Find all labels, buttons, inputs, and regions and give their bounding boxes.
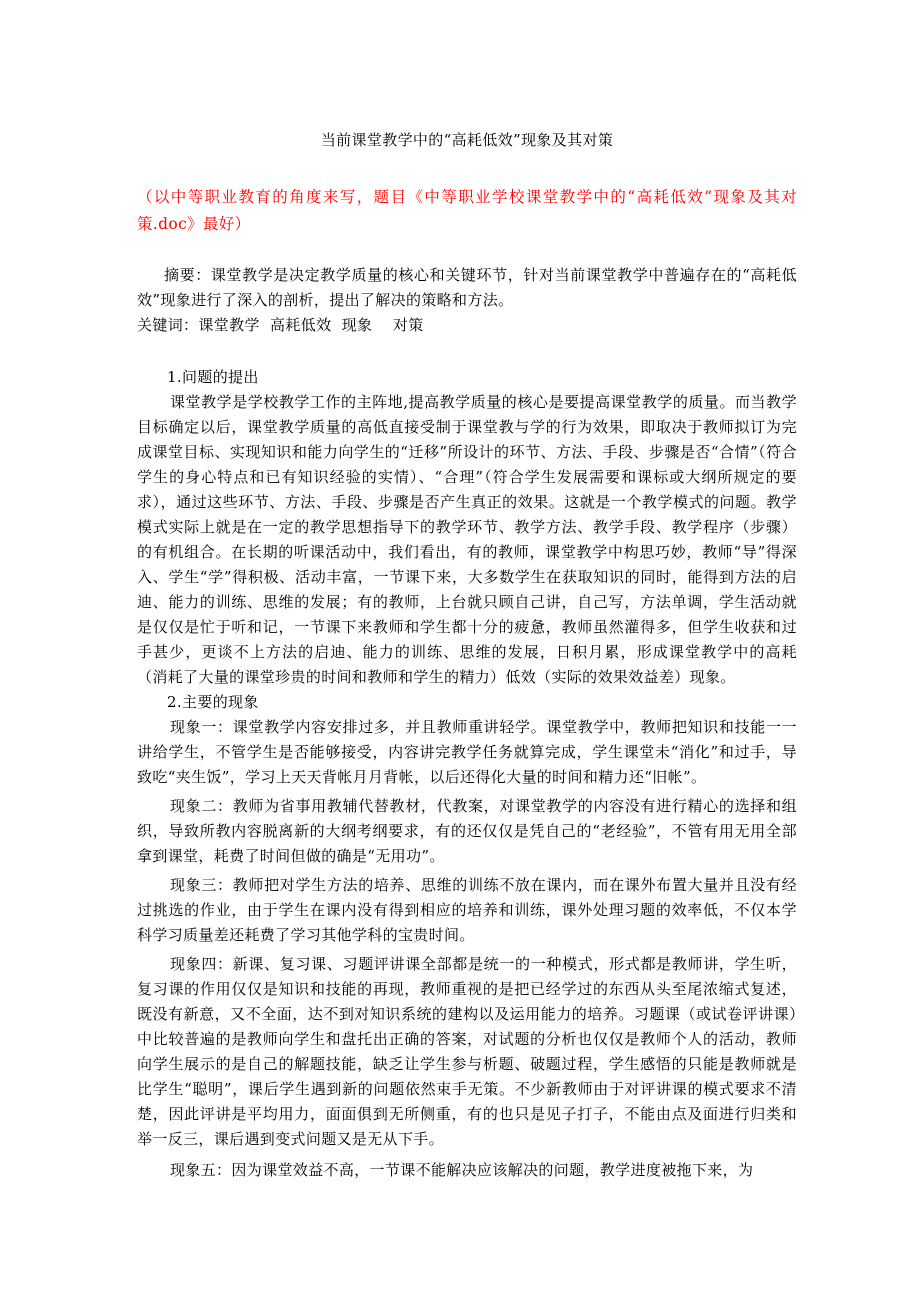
phenomenon-1-paragraph: 现象一：课堂教学内容安排过多，并且教师重讲轻学。课堂教学中，教师把知识和技能一一讲给学生，不管学生是否能够接受，内容讲完教学任务就算完成，学生课堂未“消化”和过手，导致吃“夹生饭”，学习上天天背帐月月背帐，以后还得化大量的时间和精力还“旧帐”。 <box>137 718 797 786</box>
section-2-heading: 2.主要的现象 <box>167 693 259 711</box>
section-1-heading: 1.问题的提出 <box>167 368 259 386</box>
abstract: 摘要：课堂教学是决定教学质量的核心和关键环节，针对当前课堂教学中普遍存在的“高耗低效”现象进行了深入的剖析，提出了解决的策略和方法。 <box>137 266 797 309</box>
document-page <box>137 128 797 1183</box>
phenomenon-4-paragraph: 现象四：新课、复习课、习题评讲课全部都是统一的一种模式，形式都是教师讲，学生听，复习课的作用仅仅是知识和技能的再现，教师重视的是把已经学过的东西从头至尾浓缩式复述，既没有新意，又不全面，达不到对知识系统的建构以及运用能力的培养。习题课（或试卷评讲课）中比较普遍的是教师向学生和盘托出正确的答案，对试题的分析也仅仅是教师个人的活动，教师向学生展示的是自己的解题技能，缺乏让学生参与析题、破题过程，学生感悟的只能是教师就是比学生“聪明”，课后学生遇到新的问题依然束手无策。不少新教师由于对评讲课的模式要求不清楚，因此评讲是平均用力，面面俱到无所侧重，有的也只是见子打子，不能由点及面进行归类和举一反三，课后遇到变式问题又是无从下手。 <box>137 955 797 1148</box>
document-title: 当前课堂教学中的“高耗低效”现象及其对策 <box>320 131 614 149</box>
keywords: 关键词：课堂教学 高耗低效 现象 对策 <box>137 316 424 334</box>
phenomenon-3-paragraph: 现象三：教师把对学生方法的培养、思维的训练不放在课内，而在课外布置大量并且没有经过挑选的作业，由于学生在课内没有得到相应的培养和训练，课外处理习题的效率低，不仅本学科学习质量差还耗费了学习其他学科的宝贵时间。 <box>137 876 797 944</box>
red-note: （以中等职业教育的角度来写，题目《中等职业学校课堂教学中的“高耗低效”现象及其对策.doc》最好） <box>137 188 797 233</box>
phenomenon-5-paragraph: 现象五：因为课堂效益不高，一节课不能解决应该解决的问题，教学进度被拖下来，为 <box>170 1161 754 1179</box>
phenomenon-2-paragraph: 现象二：教师为省事用教辅代替教材，代教案，对课堂教学的内容没有进行精心的选择和组织，导致所教内容脱离新的大纲考纲要求，有的还仅仅是凭自己的“老经验”，不管有用无用全部拿到课堂，耗费了时间但做的确是“无用功”。 <box>137 797 797 865</box>
section-1-paragraph: 课堂教学是学校教学工作的主阵地,提高教学质量的核心是要提高课堂教学的质量。而当教学目标确定以后，课堂教学质量的高低直接受制于课堂教与学的行为效果，即取决于教师拟订为完成课堂目标、实现知识和能力向学生的“迁移”所设计的环节、方法、手段、步骤是否“合情”（符合学生的身心特点和已有知识经验的实情）、“合理”（符合学生发展需要和课标或大纲所规定的要求），通过这些环节、方法、手段、步骤是否产生真正的效果。这就是一个教学模式的问题。教学模式实际上就是在一定的教学思想指导下的教学环节、教学方法、教学手段、教学程序（步骤）的有机组合。在长期的听课活动中，我们看出，有的教师，课堂教学中构思巧妙，教师“导”得深入、学生“学”得积极、活动丰富，一节课下来，大多数学生在获取知识的同时，能得到方法的启迪、能力的训练、思维的发展；有的教师，上台就只顾自己讲，自己写，方法单调，学生活动就是仅仅是忙于听和记，一节课下来教师和学生都十分的疲惫，教师虽然灌得多，但学生收获和过手甚少，更谈不上方法的启迪、能力的训练、思维的发展，日积月累，形成课堂教学中的高耗（消耗了大量的课堂珍贵的时间和教师和学生的精力）低效（实际的效果效益差）现象。 <box>137 393 797 686</box>
